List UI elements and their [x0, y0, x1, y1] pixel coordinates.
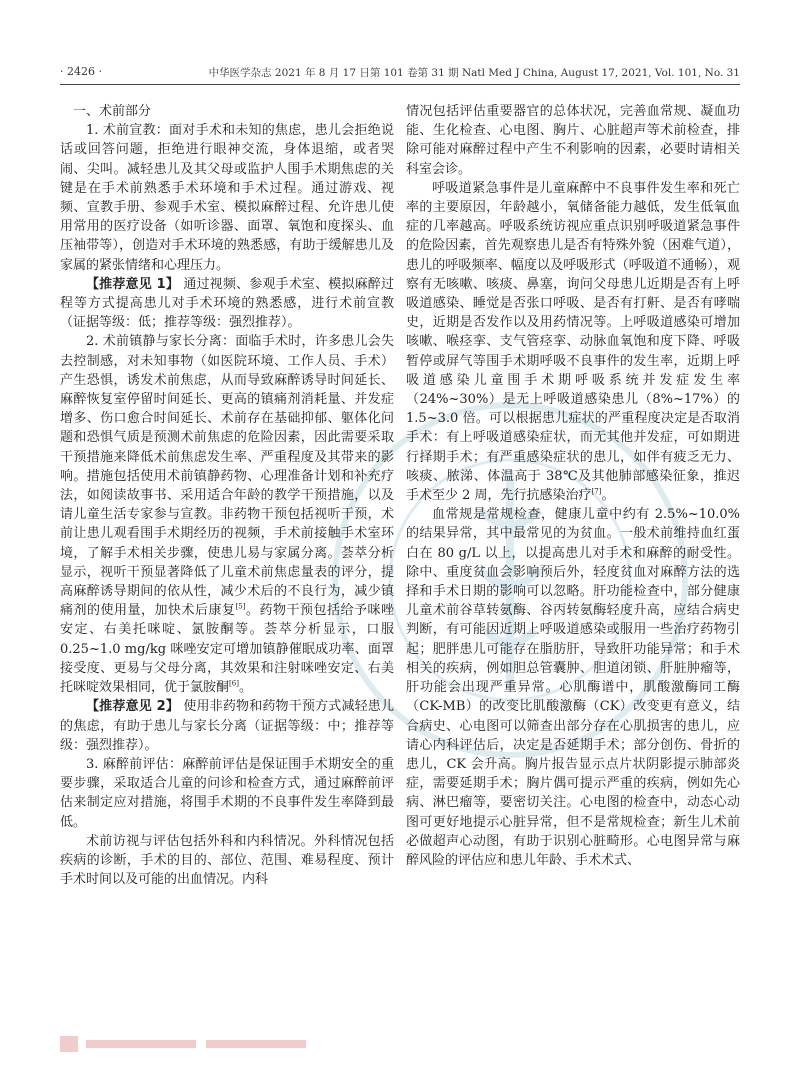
recommendation-1-label: 【推荐意见 1】 — [86, 276, 179, 292]
recommendation-2 — [60, 697, 394, 755]
paragraph-sedation-cont: 。药物干预包括给予咪唑安定、右美托咪啶、氯胺酮等。荟萃分析显示，口服 0.25~1.0 mg/kg 咪唑安定可增加镇静催眠成功率、面罩接受度、更易与父母分离，其效果和注射咪唑安定、右美托咪啶效果相同，优于氯胺酮 — [60, 603, 394, 696]
page-number: · 2426 · — [60, 65, 102, 78]
paragraph-sedation-text: 2. 术前镇静与家长分离：面临手术时，许多患儿会失去控制感，对未知事物（如医院环境、工作人员、手术）产生恐惧，诱发术前焦虑，从而导致麻醉诱导时间延长、麻醉恢复室停留时间延长、更高的镇痛剂消耗量、并发症增多、伤口愈合时间延长、术前存在基础抑郁、躯体化问题和恐惧气质是预测术前焦虑的危险因素，因此需要采取干预措施来降低术前焦虑发生率、严重程度及其带来的影响。措施包括使用术前镇静药物、心理准备计划和补充疗法，如阅读故事书、采用适合年龄的教学干预措施，以及请儿童生活专家参与宣教。非药物干预包括视听干预，术前让患儿观看围手术期经历的视频，手术前接触手术室环境，了解手术相关步骤，使患儿易与家属分离。荟萃分析显示，视听干预显著降低了儿童术前焦虑量表的评分，提高麻醉诱导期间的依从性，减少术后的不良行为，减少镇痛剂的使用量，加快术后康复 — [60, 334, 394, 619]
citation: [7] — [591, 487, 602, 496]
citation: [5] — [235, 602, 246, 611]
left-column — [60, 102, 394, 889]
right-column — [406, 102, 740, 870]
paragraph-sedation-end: 。 — [238, 680, 252, 696]
paragraph-blood-tests: 血常规是常规检查，健康儿童中约有 2.5%~10.0% 的结果异常，其中最常见的为贫血。一般术前维持血红蛋白在 80 g/L 以上，以提高患儿对手术和麻醉的耐受性。除中、重度贫血会影响预后外，轻度贫血对麻醉方法的选择和手术日期的影响可以忽略。肝功能检查中，部分健康儿童术前谷草转氨酶、谷丙转氨酶轻度升高，应结合病史判断，有可能因近期上呼吸道感染或服用一些治疗药物引起；肥胖患儿可能存在脂肪肝，导致肝功能异常；和手术相关的疾病，例如胆总管囊肿、胆道闭锁、肝脏肿瘤等，肝功能会出现严重异常。心肌酶谱中，肌酸激酶同工酶（CK-MB）的改变比肌酸激酶（CK）改变更有意义，结合病史、心电图可以筛查出部分存在心肌损害的患儿，应请心内科评估后，决定是否延期手术；部分创伤、骨折的患儿，CK 会升高。胸片报告显示点片状阴影提示肺部炎症，需要延期手术；胸片偶可提示严重的疾病，例如先心病、淋巴瘤等，要密切关注。心电图的检查中，动态心动图可更好地提示心脏异常，但不是常规检查；新生儿术前必做超声心动图，有助于识别心脏畸形。心电图异常与麻醉风险的评估应和患儿年龄、手术术式、 — [406, 507, 740, 868]
paragraph-visit: 术前访视与评估包括外科和内科情况。外科情况包括疾病的诊断，手术的目的、部位、范围、难易程度、预计手术时间以及可能的出血情况。内科 — [60, 833, 394, 888]
recommendation-2-text: 使用非药物和药物干预方式减轻患儿的焦虑，有助于患儿与家长分离（证据等级：中；推荐等级：强烈推荐）。 — [60, 699, 394, 753]
paragraph-airway-end: 。 — [601, 488, 615, 504]
journal-info: 中华医学杂志 2021 年 8 月 17 日第 101 卷第 31 期 Natl Med J China, August 17, 2021, Vol. 101, No. 31 — [208, 67, 740, 79]
recommendation-2-label: 【推荐意见 2】 — [86, 699, 179, 715]
section-title: 一、术前部分 — [73, 104, 152, 119]
header-rule — [60, 84, 740, 85]
paragraph-preop-education: 1. 术前宣教：面对手术和未知的焦虑，患儿会拒绝说话或回答问题，拒绝进行眼神交流，身体退缩，或者哭闹、尖叫。减轻患儿及其父母或监护人围手术期焦虑的关键是在手术前熟悉手术环境和手术过程。通过游戏、视频、宣教手册、参观手术室、模拟麻醉过程、允许患儿使用常用的医疗设备（如听诊器、面罩、氧饱和度探头、血压袖带等），创造对手术环境的熟悉感，有助于缓解患儿及家属的紧张情绪和心理压力。 — [60, 123, 394, 273]
paragraph-airway-text: 呼吸道紧急事件是儿童麻醉中不良事件发生率和死亡率的主要原因，年龄越小，氧储备能力越低，发生低氧血症的几率越高。呼吸系统访视应重点识别呼吸道紧急事件的危险因素，首先观察患儿是否有特殊外貌（困难气道），患儿的呼吸频率、幅度以及呼吸形式（呼吸道不通畅），观察有无咳嗽、咳痰、鼻塞，询问父母患儿近期是否有上呼吸道感染、睡觉是否张口呼吸、是否有打鼾、是否有哮喘史，近期是否发作以及用药情况等。上呼吸道感染可增加咳嗽、喉痉挛、支气管痉挛、动脉血氧饱和度下降、呼吸暂停或屏气等围手术期呼吸不良事件的发生率，近期上呼吸道感染儿童围手术期呼吸系统并发症发生率（24%~30%）是无上呼吸道感染患儿（8%~17%）的 1.5~3.0 倍。可以根据患儿症状的严重程度决定是否取消手术：有上呼吸道感染症状，而无其他并发症，可如期进行择期手术；有严重感染症状的患儿，如伴有疲乏无力、咳痰、脓涕、体温高于 38℃及其他肺部感染征象，推迟手术至少 2 周，先行抗感染治疗 — [406, 180, 740, 504]
paragraph-assessment: 3. 麻醉前评估：麻醉前评估是保证围手术期安全的重要步骤，采取适合儿童的问诊和检查方式，通过麻醉前评估来制定应对措施，将围手术期的不良事件发生率降到最低。 — [60, 756, 394, 830]
running-header — [60, 62, 740, 82]
recommendation-1-text: 通过视频、参观手术室、模拟麻醉过程等方式提高患儿对手术环境的熟悉感，进行术前宣教（证据等级：低；推荐等级：强烈推荐）。 — [60, 276, 394, 331]
footer-watermark — [60, 1032, 320, 1056]
recommendation-1 — [60, 275, 394, 333]
paragraph-sedation — [60, 332, 394, 697]
paragraph-airway — [406, 179, 740, 505]
citation: [6] — [229, 679, 239, 688]
paragraph-organ-status: 情况包括评估重要器官的总体状况，完善血常规、凝血功能、生化检查、心电图、胸片、心脏超声等术前检查，排除可能对麻醉过程中产生不利影响的因素，必要时请相关科室会诊。 — [406, 104, 740, 177]
